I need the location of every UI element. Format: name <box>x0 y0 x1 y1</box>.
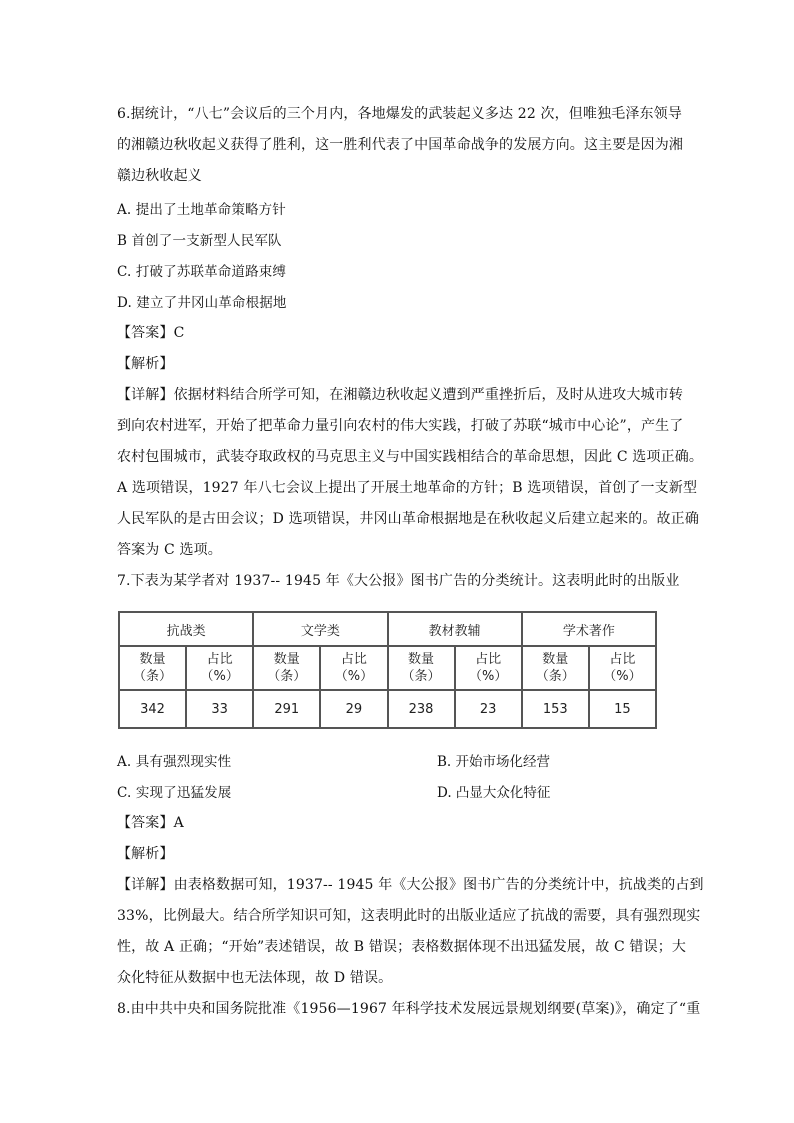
question-7-option-d: D. 凸显大众化特征 <box>437 785 551 801</box>
question-8-stem: 8.由中共中央和国务院批准《1956—1967 年科学技术发展远景规划纲要(草案)》，确定了“重 <box>117 1001 701 1017</box>
question-6-option-c: C. 打破了苏联革命道路束缚 <box>117 264 287 280</box>
table-cell: 33 <box>186 690 253 728</box>
question-6-stem-line-3: 赣边秋收起义 <box>117 168 202 184</box>
table-cell: 291 <box>253 690 320 728</box>
question-7-detail-line-2: 33%，比例最大。结合所学知识可知，这表明此时的出版业适应了抗战的需要，具有强烈现实 <box>117 908 701 924</box>
question-6-detail-line-2: 到向农村进军，开始了把革命力量引向农村的伟大实践，打破了苏联“城市中心论”，产生了 <box>117 418 684 434</box>
subheader-percent: 占比 （%） <box>186 646 253 690</box>
question-7-analysis-heading: 【解析】 <box>117 846 174 862</box>
question-6-detail-line-4: A 选项错误，1927 年八七会议上提出了开展土地革命的方针；B 选项错误，首创了一支新型 <box>117 480 698 496</box>
table-cell: 15 <box>589 690 656 728</box>
question-7-option-c: C. 实现了迅猛发展 <box>117 785 232 801</box>
category-header-literature: 文学类 <box>253 612 387 646</box>
table-cell: 23 <box>455 690 522 728</box>
table-category-row <box>119 612 656 646</box>
question-7-answer: 【答案】A <box>117 815 184 831</box>
subheader-count: 数量 （条） <box>119 646 186 690</box>
subheader-count: 数量 （条） <box>253 646 320 690</box>
question-6-option-d: D. 建立了井冈山革命根据地 <box>117 295 287 311</box>
question-6-analysis-heading: 【解析】 <box>117 356 174 372</box>
subheader-count: 数量 （条） <box>522 646 589 690</box>
table-cell: 29 <box>320 690 387 728</box>
question-7-option-a: A. 具有强烈现实性 <box>117 754 232 770</box>
table-row <box>119 690 656 728</box>
question-6-detail-line-5: 人民军队的是古田会议；D 选项错误，井冈山革命根据地是在秋收起义后建立起来的。故正确 <box>117 511 699 527</box>
table-subheader-row <box>119 646 656 690</box>
advertising-statistics-table <box>118 611 657 729</box>
question-6-detail-line-1: 【详解】依据材料结合所学可知，在湘赣边秋收起义遭到严重挫折后，及时从进攻大城市转 <box>117 387 683 403</box>
question-6-stem-line-2: 的湘赣边秋收起义获得了胜利，这一胜利代表了中国革命战争的发展方向。这主要是因为湘 <box>117 137 683 153</box>
subheader-percent: 占比 （%） <box>589 646 656 690</box>
question-6-detail-line-6: 答案为 C 选项。 <box>117 542 222 558</box>
question-7-detail-line-3: 性，故 A 正确；“开始”表述错误，故 B 错误；表格数据体现不出迅猛发展，故 C 错误；大 <box>117 939 687 955</box>
table-cell: 153 <box>522 690 589 728</box>
subheader-percent: 占比 （%） <box>320 646 387 690</box>
question-6-option-b: B 首创了一支新型人民军队 <box>117 233 282 249</box>
question-7-detail-line-4: 众化特征从数据中也无法体现，故 D 错误。 <box>117 970 393 986</box>
question-6-stem-line-1: 6.据统计，“八七”会议后的三个月内，各地爆发的武装起义多达 22 次，但唯独毛泽东领导 <box>117 106 682 122</box>
question-6-option-a: A. 提出了土地革命策略方针 <box>117 202 286 218</box>
category-header-war: 抗战类 <box>119 612 253 646</box>
question-6-answer: 【答案】C <box>117 325 185 341</box>
question-6-detail-line-3: 农村包围城市，武装夺取政权的马克思主义与中国实践相结合的革命思想，因此 C 选项正确。 <box>117 449 704 465</box>
question-7-stem: 7.下表为某学者对 1937-- 1945 年《大公报》图书广告的分类统计。这表明此时的出版业 <box>117 573 680 589</box>
table-cell: 238 <box>388 690 455 728</box>
subheader-count: 数量 （条） <box>388 646 455 690</box>
question-7-detail-line-1: 【详解】由表格数据可知，1937-- 1945 年《大公报》图书广告的分类统计中，抗战类的占到 <box>117 877 704 893</box>
question-7-option-b: B. 开始市场化经营 <box>437 754 551 770</box>
subheader-percent: 占比 （%） <box>455 646 522 690</box>
category-header-academic: 学术著作 <box>522 612 656 646</box>
category-header-textbooks: 教材教辅 <box>388 612 522 646</box>
table-cell: 342 <box>119 690 186 728</box>
